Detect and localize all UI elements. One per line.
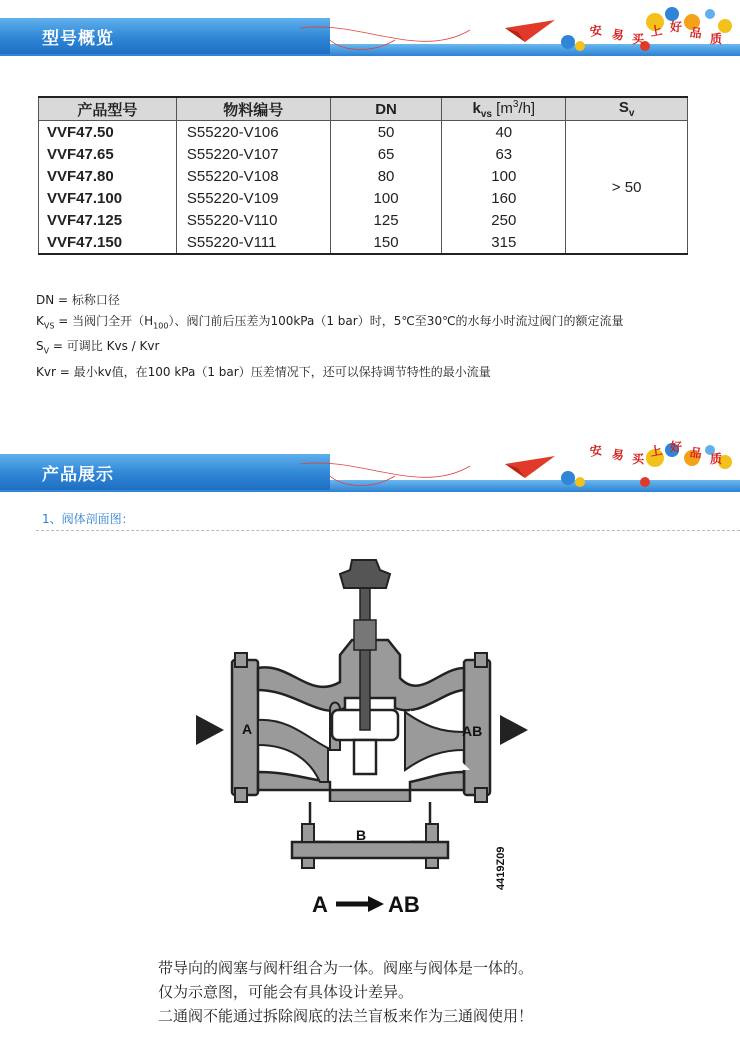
slogan-char: 质: [710, 452, 723, 466]
cell-kvs: 40: [442, 121, 566, 144]
outlet-arrow-icon: [500, 715, 528, 745]
cell-dn: 80: [330, 165, 442, 187]
caption-line: 仅为示意图，可能会有具体设计差异。: [158, 983, 414, 1001]
cell-code: S55220-V111: [176, 231, 330, 254]
kvs-sub: vs: [480, 108, 492, 120]
subsection-label: 1、阀体剖面图：: [42, 512, 134, 526]
label-ab: AB: [462, 723, 483, 739]
header-code: 物料编号: [176, 97, 330, 121]
flow-arrow-icon: [368, 896, 384, 912]
cell-model: VVF47.65: [39, 143, 177, 165]
slogan-char: 好: [670, 440, 683, 454]
valve-cross-section-diagram: [180, 550, 560, 930]
slogan-char: 安: [589, 23, 604, 39]
cell-code: S55220-V109: [176, 187, 330, 209]
cell-dn: 100: [330, 187, 442, 209]
drawing-code: 4419Z09: [495, 846, 507, 890]
note-sub: V: [43, 346, 50, 356]
note-text: S: [36, 339, 44, 354]
note-dn: DN = 标称口径: [36, 293, 120, 307]
cell-code: S55220-V108: [176, 165, 330, 187]
note-text: = 当阀门全开（H: [54, 314, 154, 328]
kvs-unit: [m: [492, 99, 513, 117]
note-kvr: Kvr = 最小kv值，在100 kPa（1 bar）压差情况下，还可以保持调节特性的最小流量: [36, 364, 491, 379]
slogan-char: 质: [710, 32, 723, 46]
header-kvs: [442, 97, 566, 121]
slogan-char: 易: [610, 27, 626, 43]
cell-model: VVF47.100: [39, 187, 177, 209]
table-header-row: [39, 97, 688, 121]
valve-body-lower: [258, 772, 464, 802]
slogan-char: 上: [648, 23, 664, 39]
cell-code: S55220-V107: [176, 143, 330, 165]
flow-to: AB: [388, 892, 420, 917]
cell-model: VVF47.80: [39, 165, 177, 187]
section-title: 产品展示: [42, 465, 114, 485]
divider: [36, 530, 740, 531]
cell-kvs: 160: [442, 187, 566, 209]
bottom-flange-plate: [292, 842, 448, 858]
valve-stem: [360, 580, 370, 730]
kvs-sup: 3: [512, 98, 519, 110]
kvs-k: k: [472, 99, 481, 117]
note-kvs: [36, 311, 624, 336]
slogan-char: 好: [670, 20, 683, 34]
section-banner-products: [0, 436, 740, 492]
slogan-char: 买: [632, 32, 645, 46]
stem-head: [340, 560, 390, 588]
cell-model: VVF47.150: [39, 231, 177, 254]
notes: [36, 290, 624, 383]
note-text: K: [36, 314, 44, 328]
cell-sv: > 50: [566, 121, 688, 255]
sv-sub: v: [628, 108, 635, 119]
cell-model: VVF47.125: [39, 209, 177, 231]
note-sub: VS: [43, 321, 55, 331]
cell-model: VVF47.50: [39, 121, 177, 144]
note-text: = 可调比 Kvs / Kvr: [49, 339, 160, 354]
sv-s: S: [618, 99, 629, 116]
slogan-char: 易: [610, 447, 626, 463]
cell-code: S55220-V106: [176, 121, 330, 144]
cell-dn: 50: [330, 121, 442, 144]
slogan-char: 上: [648, 443, 664, 459]
diagram-caption: [158, 956, 533, 1028]
slogan-char: 品: [689, 445, 703, 461]
cell-kvs: 315: [442, 231, 566, 254]
slogan-char: 安: [589, 443, 604, 459]
cell-dn: 150: [330, 231, 442, 254]
cell-dn: 125: [330, 209, 442, 231]
flow-from: A: [312, 892, 328, 917]
inlet-arrow-icon: [196, 715, 224, 745]
header-dn: DN: [330, 97, 442, 121]
note-sub: 100: [153, 321, 169, 331]
cell-kvs: 63: [442, 143, 566, 165]
note-sv: [36, 336, 624, 361]
caption-line: 二通阀不能通过拆除阀底的法兰盲板来作为三通阀使用！: [158, 1007, 534, 1025]
kvs-end: /h]: [518, 99, 536, 117]
section-title: 型号概览: [42, 29, 114, 49]
cell-kvs: 100: [442, 165, 566, 187]
slogan: [590, 22, 740, 52]
slogan-char: 买: [632, 452, 645, 466]
label-a: A: [242, 721, 253, 737]
slogan: [590, 442, 740, 472]
cell-code: S55220-V110: [176, 209, 330, 231]
label-b: B: [356, 827, 367, 843]
cell-kvs: 250: [442, 209, 566, 231]
section-banner-overview: [0, 0, 740, 56]
header-model: 产品型号: [39, 97, 177, 121]
caption-line: 带导向的阀塞与阀杆组合为一体。阀座与阀体是一体的。: [158, 959, 534, 977]
spec-table: [38, 96, 688, 255]
note-text: ）、阀门前后压差为100kPa（1 bar）时，5℃至30℃的水每小时流过阀门的额定流量: [168, 314, 624, 328]
cell-dn: 65: [330, 143, 442, 165]
table-row: [39, 121, 688, 144]
slogan-char: 品: [689, 25, 703, 41]
header-sv: [566, 97, 688, 121]
